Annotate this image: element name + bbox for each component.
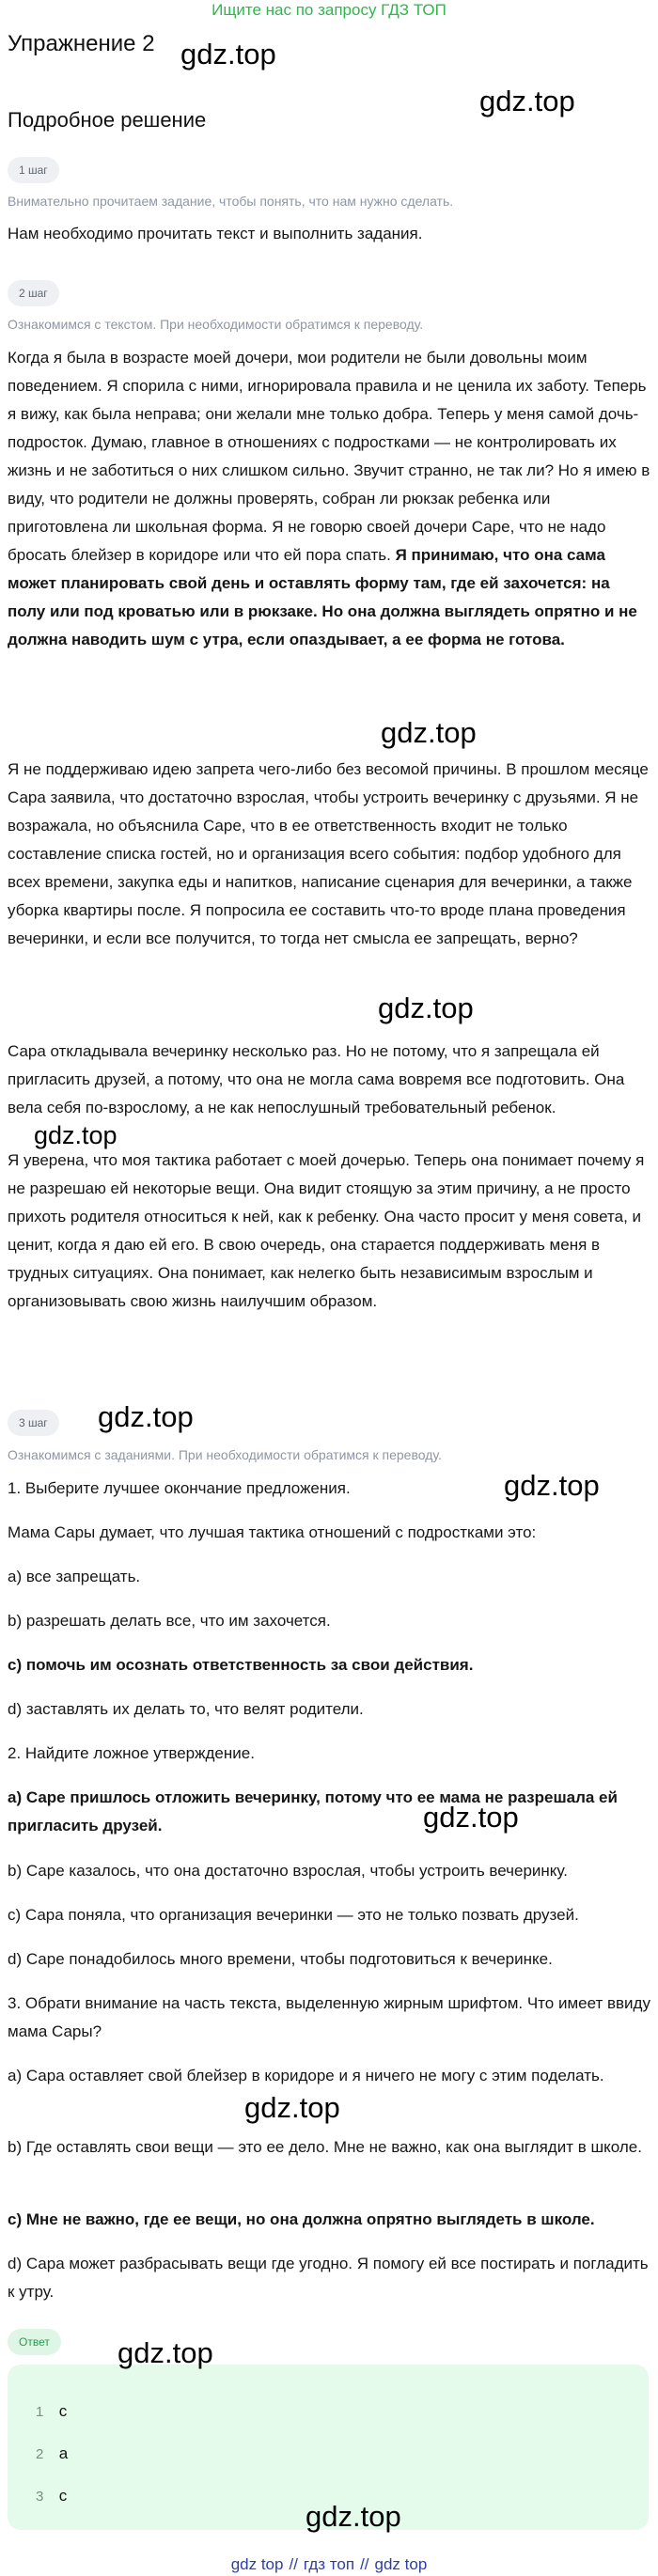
watermark: gdz.top <box>118 2336 213 2369</box>
step-2-badge: 2 шаг <box>8 280 59 306</box>
answer-row <box>36 2443 68 2466</box>
answer-badge: Ответ <box>8 2329 61 2355</box>
step-1-badge: 1 шаг <box>8 157 59 183</box>
question-1-title: 1. Выберите лучшее окончание предложения. <box>8 1479 351 1497</box>
watermark: gdz.top <box>306 2500 401 2533</box>
question-3-option-c <box>8 2206 650 2234</box>
watermark: gdz.top <box>504 1469 600 1502</box>
answer-number: 2 <box>36 2446 44 2462</box>
question-3-option-d: d) Сара может разбрасывать вещи где угодно. Я помогу ей все постирать и погладить к утру. <box>8 2255 649 2301</box>
footer-links <box>0 2554 658 2575</box>
text-paragraph-4: Я уверена, что моя тактика работает с моей дочерью. Теперь она понимает почему я не разрешаю ей некоторые вещи. Она видит стоящую за этим причину, а не просто прихоть родителя относиться к ней, как к ребенку. Она часто просит у меня совета, и ценит, когда я даю ей его. В свою очередь, она старается поддерживать меня в трудных ситуациях. Она понимает, как нелегко быть независимым взрослым и организовывать свою жизнь наилучшим образом. <box>8 1151 645 1310</box>
question-2-option-d: d) Саре понадобилось много времени, чтобы подготовиться к вечеринке. <box>8 1950 553 1968</box>
section-title: Подробное решение <box>8 108 207 132</box>
question-1-option-b: b) разрешать делать все, что им захочется. <box>8 1612 331 1630</box>
question-3-option-c-text: c) Мне не важно, где ее вещи, но она должна опрятно выглядеть в школе. <box>8 2210 595 2228</box>
watermark: gdz.top <box>98 1400 194 1433</box>
watermark: gdz.top <box>180 38 276 70</box>
answer-row <box>36 2485 67 2508</box>
step-3-hint: Ознакомимся с заданиями. При необходимости обратимся к переводу. <box>8 1447 442 1462</box>
answer-value: c <box>58 2487 68 2505</box>
step-2-hint: Ознакомимся с текстом. При необходимости обратимся к переводу. <box>8 317 424 332</box>
footer-link-gdz-top-ru[interactable]: гдз топ <box>303 2555 355 2573</box>
watermark: gdz.top <box>378 991 474 1024</box>
watermark: gdz.top <box>381 716 477 749</box>
question-3-option-b: b) Где оставлять свои вещи — это ее дело. Мне не важно, как она выглядит в школе. <box>8 2138 642 2156</box>
text-paragraph-2: Я не поддерживаю идею запрета чего-либо без весомой причины. В прошлом месяце Сара заявила, что достаточно взрослая, чтобы устроить вечеринку с друзьями. Я не возражала, но объяснила Саре, что в ее ответственность входит не только составление списка гостей, но и организация всего события: подбор удобного для всех времени, закупка еды и напитков, написание сценария для вечеринки, а также уборка квартиры после. Я попросила ее составить что-то вроде плана проведения вечеринки, и если все получится, то тогда нет смысла ее запрещать, верно? <box>8 760 649 947</box>
question-3-option-a: а) Сара оставляет свой блейзер в коридоре и я ничего не могу с этим поделать. <box>8 2067 604 2084</box>
footer-separator: // <box>289 2555 298 2573</box>
page-title: Упражнение 2 <box>8 31 155 56</box>
step-1-text: Нам необходимо прочитать текст и выполнить задания. <box>8 225 423 242</box>
watermark: gdz.top <box>34 1121 118 1149</box>
text-paragraph-1 <box>8 344 650 654</box>
footer-link-gdz-top-2[interactable]: gdz top <box>374 2555 428 2573</box>
watermark: gdz.top <box>244 2091 340 2124</box>
question-2-option-b: b) Саре казалось, что она достаточно взрослая, чтобы устроить вечеринку. <box>8 1862 568 1880</box>
question-2-option-a <box>8 1784 650 1840</box>
footer-link-gdz-top[interactable]: gdz top <box>230 2555 284 2573</box>
question-2-title: 2. Найдите ложное утверждение. <box>8 1744 255 1762</box>
question-3-title: 3. Обрати внимание на часть текста, выделенную жирным шрифтом. Что имеет ввиду мама Сары? <box>8 1994 650 2040</box>
watermark: gdz.top <box>423 1801 519 1834</box>
question-2-option-c: c) Сара поняла, что организация вечеринки — это не только позвать друзей. <box>8 1906 579 1924</box>
answer-value: c <box>58 2402 68 2420</box>
answer-row <box>36 2400 67 2424</box>
answer-value: a <box>58 2444 69 2462</box>
step-3-badge: 3 шаг <box>8 1410 59 1436</box>
question-1-option-c-text: c) помочь им осознать ответственность за свои действия. <box>8 1656 474 1674</box>
top-banner[interactable]: Ищите нас по запросу ГДЗ ТОП <box>212 1 446 19</box>
answer-number: 3 <box>36 2489 44 2505</box>
answer-number: 1 <box>36 2404 44 2420</box>
text-paragraph-3: Сара откладывала вечеринку несколько раз. Но не потому, что я запрещала ей пригласить друзей, а потому, что она не могла сама вовремя все подготовить. Она вела себя по-взрослому, а не как непослушный требовательный ребенок. <box>8 1042 625 1116</box>
step-1-hint: Внимательно прочитаем задание, чтобы понять, что нам нужно сделать. <box>8 194 454 209</box>
question-2-option-a-text: а) Саре пришлось отложить вечеринку, потому что ее мама не разрешала ей пригласить друзей. <box>8 1788 618 1834</box>
watermark: gdz.top <box>479 85 575 117</box>
question-1-option-a: а) все запрещать. <box>8 1568 141 1585</box>
question-1-option-c <box>8 1651 650 1679</box>
question-1-stem: Мама Сары думает, что лучшая тактика отношений с подростками это: <box>8 1523 537 1541</box>
paragraph-1-bold: Я принимаю, что она сама может планировать свой день и оставлять форму там, где ей захочется: на полу или под кроватью или в рюкзаке. Но она должна выглядеть опрятно и не должна наводить шум с утра, если опаздывает, а ее форма не готова. <box>8 546 637 648</box>
footer-separator: // <box>360 2555 369 2573</box>
question-1-option-d: d) заставлять их делать то, что велят родители. <box>8 1700 364 1718</box>
paragraph-1-normal: Когда я была в возрасте моей дочери, мои родители не были довольны моим поведением. Я спорила с ними, игнорировала правила и не ценила их заботу. Теперь я вижу, как была неправа; они желали мне только добра. Теперь у меня самой дочь-подросток. Думаю, главное в отношениях с подростками — не контролировать их жизнь и не заботиться о них слишком сильно. Звучит странно, не так ли? Но я имею в виду, что родители не должны проверять, собран ли рюкзак ребенка или приготовлена ли школьная форма. Я не говорю своей дочери Саре, что не надо бросать блейзер в коридоре или что ей пора спать. <box>8 349 650 564</box>
